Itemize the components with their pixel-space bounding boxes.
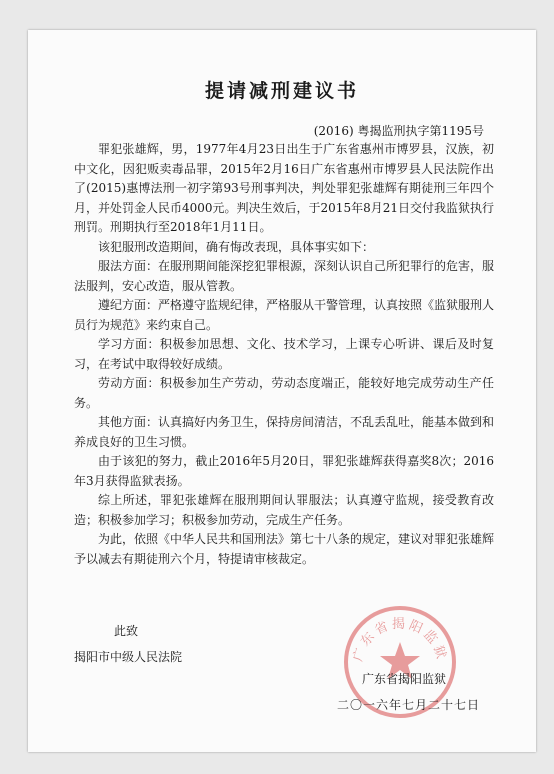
paragraph-conclusion: 综上所述，罪犯张雄辉在服刑期间认罪服法；认真遵守监规，接受教育改造；积极参加学习；积极参加劳动，完成生产任务。 (74, 493, 494, 527)
document-title: 提请减刑建议书 (204, 80, 359, 102)
paragraph-labor: 劳动方面：积极参加生产劳动，劳动态度端正，能较好地完成劳动生产任务。 (74, 376, 494, 410)
paragraph-study: 学习方面：积极参加思想、文化、技术学习，上课专心听讲、课后及时复习，在考试中取得较好成绩。 (74, 337, 494, 371)
svg-text:广东省揭阳监狱: 广东省揭阳监狱 (350, 617, 450, 664)
paragraph-obedience: 服法方面：在服刑期间能深挖犯罪根源，深刻认识自己所犯罪行的危害，服法服判，安心改造，服从管教。 (74, 259, 495, 293)
recipient-name: 揭阳市中级人民法院 (74, 650, 183, 664)
paragraph-awards: 由于该犯的努力，截止2016年5月20日，罪犯张雄辉获得嘉奖8次；2016年3月获得监狱表扬。 (74, 454, 494, 488)
signatory-name: 广东省揭阳监狱 (361, 672, 446, 686)
paragraph-intro: 罪犯张雄辉，男，1977年4月23日出生于广东省惠州市博罗县，汉族，初中文化，因犯贩卖毒品罪，2015年2月16日广东省惠州市博罗县人民法院作出了(2015)惠博法刑一初字第93号刑事判决，判处罪犯张雄辉有期徒刑三年四个月，并处罚金人民币4000元。判决生效后，于2015年8月21日交付我监狱执行刑罚。刑期执行至2018年1月11日。 (74, 142, 494, 234)
paragraph-recommendation: 为此，依照《中华人民共和国刑法》第七十八条的规定，建议对罪犯张雄辉予以减去有期徒刑六个月，特提请审核裁定。 (74, 532, 495, 566)
document-body (74, 140, 494, 569)
document-date: 二〇一六年七月二十七日 (336, 698, 480, 712)
closing-block (74, 618, 182, 670)
paragraph-discipline: 遵纪方面：严格遵守监规纪律，严格服从干警管理，认真按照《监狱服刑人员行为规范》来约束自己。 (74, 298, 495, 332)
paragraph-other: 其他方面：认真搞好内务卫生，保持房间清洁，不乱丢乱吐，能基本做到和养成良好的卫生习惯。 (74, 415, 495, 449)
paragraph-summary: 该犯服刑改造期间，确有悔改表现，具体事实如下： (98, 239, 375, 254)
closing-salutation: 此致 (114, 624, 139, 638)
document-number: (2016) 粤揭监刑执字第1195号 (313, 124, 484, 138)
document-page (28, 30, 536, 752)
